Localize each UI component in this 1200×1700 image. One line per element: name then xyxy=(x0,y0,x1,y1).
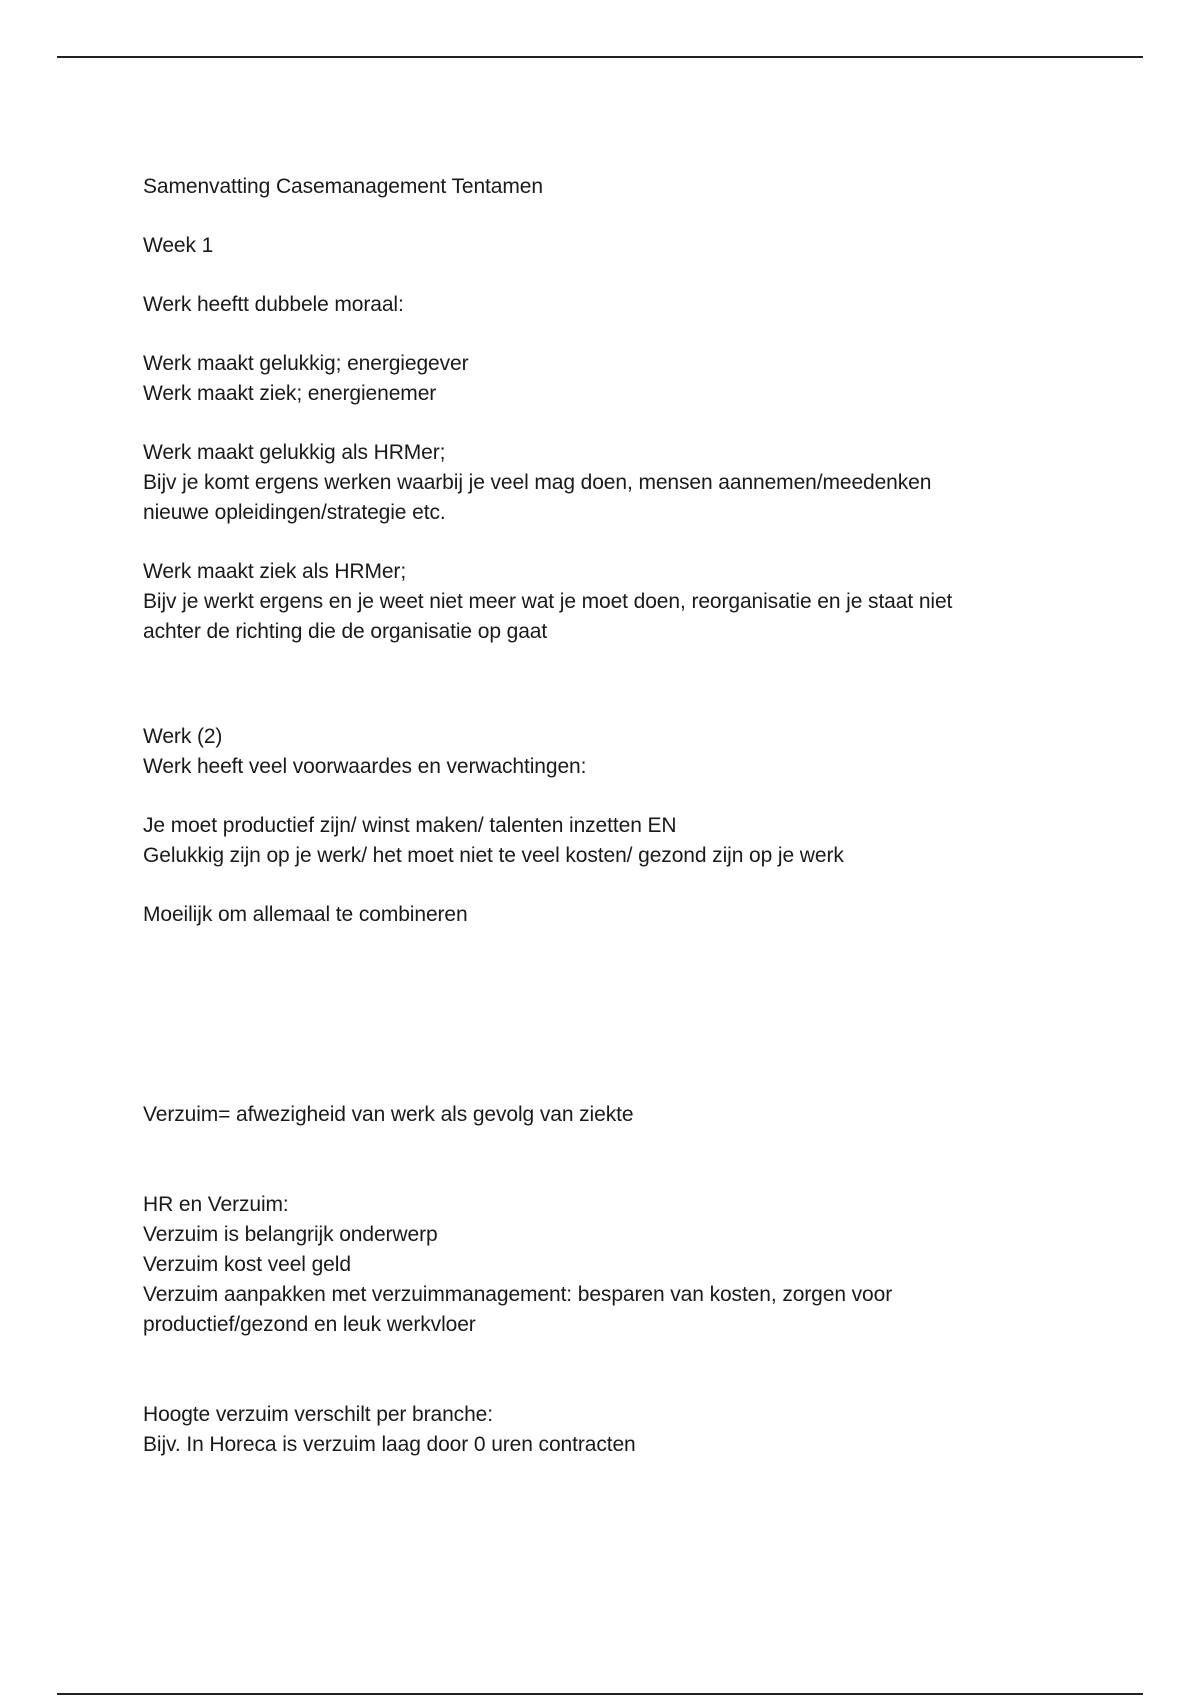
document-title: Samenvatting Casemanagement Tentamen xyxy=(143,175,543,198)
happy-hr-line: Bijv je komt ergens werken waarbij je veel mag doen, mensen aannemen/meedenken xyxy=(143,471,932,494)
hr-verzuim-heading: HR en Verzuim: xyxy=(143,1193,289,1216)
work2-line: Je moet productief zijn/ winst maken/ talenten inzetten EN xyxy=(143,814,677,837)
work2-heading: Werk (2) xyxy=(143,725,223,748)
week-heading: Week 1 xyxy=(143,234,214,257)
hr-verzuim-line: Verzuim is belangrijk onderwerp xyxy=(143,1223,438,1246)
dual-morality-heading: Werk heeftt dubbele moraal: xyxy=(143,293,404,316)
work2-conclusion: Moeilijk om allemaal te combineren xyxy=(143,903,468,926)
hr-verzuim-line: Verzuim aanpakken met verzuimmanagement: besparen van kosten, zorgen voor xyxy=(143,1283,893,1306)
dual-morality-line: Werk maakt gelukkig; energiegever xyxy=(143,352,469,375)
hr-verzuim-line: Verzuim kost veel geld xyxy=(143,1253,351,1276)
branche-heading: Hoogte verzuim verschilt per branche: xyxy=(143,1403,493,1426)
happy-hr-line: nieuwe opleidingen/strategie etc. xyxy=(143,501,446,524)
dual-morality-line: Werk maakt ziek; energienemer xyxy=(143,382,437,405)
top-rule xyxy=(57,56,1143,58)
sick-hr-line: Bijv je werkt ergens en je weet niet meer wat je moet doen, reorganisatie en je staat niet xyxy=(143,590,953,613)
work2-line: Gelukkig zijn op je werk/ het moet niet te veel kosten/ gezond zijn op je werk xyxy=(143,844,844,867)
verzuim-definition: Verzuim= afwezigheid van werk als gevolg van ziekte xyxy=(143,1103,634,1126)
sick-hr-line: achter de richting die de organisatie op gaat xyxy=(143,620,548,643)
document-body xyxy=(143,172,1043,1460)
happy-hr-heading: Werk maakt gelukkig als HRMer; xyxy=(143,441,446,464)
bottom-rule xyxy=(57,1693,1143,1695)
branche-line: Bijv. In Horeca is verzuim laag door 0 uren contracten xyxy=(143,1433,636,1456)
work2-subheading: Werk heeft veel voorwaardes en verwachtingen: xyxy=(143,755,587,778)
hr-verzuim-line: productief/gezond en leuk werkvloer xyxy=(143,1313,476,1336)
sick-hr-heading: Werk maakt ziek als HRMer; xyxy=(143,560,407,583)
